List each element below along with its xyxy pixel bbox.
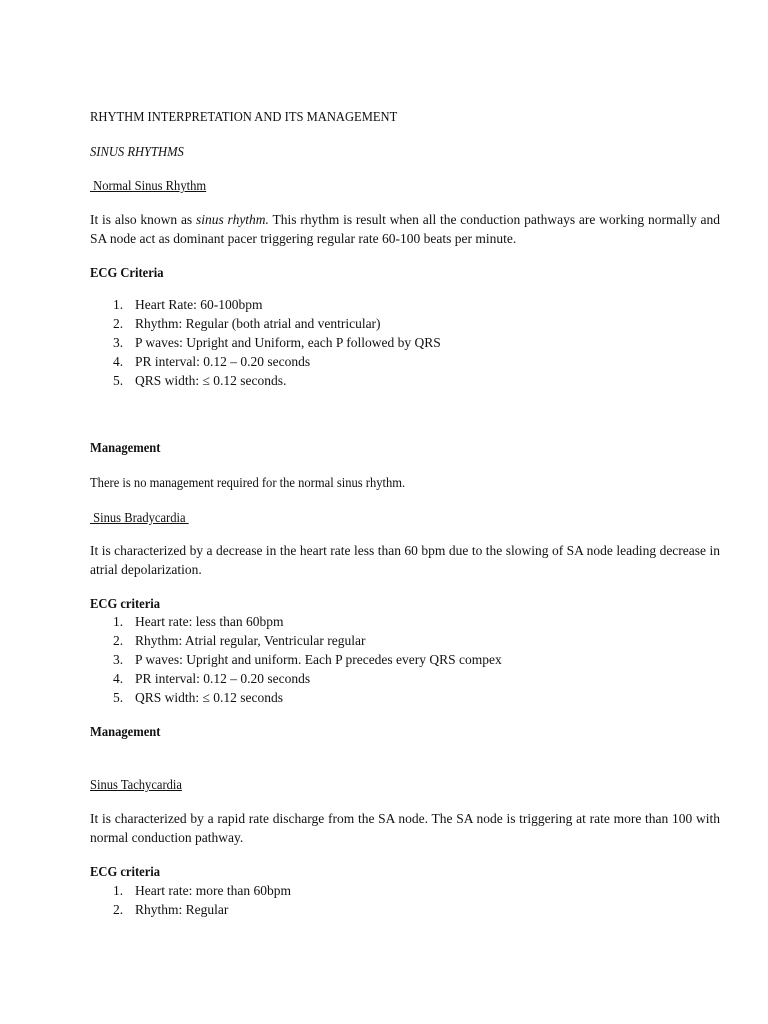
paragraph-italic-term: sinus rhythm. xyxy=(196,212,269,227)
list-item-number: 2. xyxy=(113,902,124,917)
list-item-text: Heart rate: less than 60bpm xyxy=(135,614,284,629)
list-item xyxy=(90,688,502,707)
list-item-text: Rhythm: Regular xyxy=(135,902,229,917)
list-item-text: P waves: Upright and Uniform, each P followed by QRS xyxy=(135,335,441,350)
list-item-text: Rhythm: Atrial regular, Ventricular regular xyxy=(135,633,366,648)
heading-normal-sinus-rhythm: Normal Sinus Rhythm xyxy=(90,178,207,193)
heading-ecg-criteria-nsr: ECG Criteria xyxy=(90,265,164,280)
paragraph-sinus-bradycardia: It is characterized by a decrease in the heart rate less than 60 bpm due to the slowing of SA node leading decrease in atrial depolarization. xyxy=(90,543,720,577)
section-heading-sinus-rhythms: SINUS RHYTHMS xyxy=(90,144,184,159)
list-item xyxy=(90,371,441,390)
list-ecg-criteria-tachycardia xyxy=(90,881,291,919)
heading-ecg-criteria-tachycardia: ECG criteria xyxy=(90,864,161,879)
list-item xyxy=(90,650,502,669)
list-item-number: 2. xyxy=(113,316,124,331)
heading-ecg-criteria-bradycardia: ECG criteria xyxy=(90,596,161,611)
list-item-number: 5. xyxy=(113,690,124,705)
list-item-number: 1. xyxy=(113,883,124,898)
list-item-number: 5. xyxy=(113,373,124,388)
list-item-number: 3. xyxy=(113,652,124,667)
list-item-text: P waves: Upright and uniform. Each P precedes every QRS compex xyxy=(135,652,502,667)
paragraph-sinus-tachycardia: It is characterized by a rapid rate discharge from the SA node. The SA node is triggering at rate more than 100 with normal conduction pathway. xyxy=(90,811,720,845)
list-item xyxy=(90,631,502,650)
list-item-number: 3. xyxy=(113,335,124,350)
list-item-number: 4. xyxy=(113,354,124,369)
list-item xyxy=(90,333,441,352)
heading-management-nsr: Management xyxy=(90,440,161,455)
list-item-text: PR interval: 0.12 – 0.20 seconds xyxy=(135,354,311,369)
list-item-number: 2. xyxy=(113,633,124,648)
document-title: RHYTHM INTERPRETATION AND ITS MANAGEMENT xyxy=(90,109,398,124)
list-item xyxy=(90,295,441,314)
heading-sinus-tachycardia: Sinus Tachycardia xyxy=(90,777,182,792)
list-item xyxy=(90,314,441,333)
list-item-text: QRS width: ≤ 0.12 seconds. xyxy=(135,373,287,388)
list-item-number: 4. xyxy=(113,671,124,686)
list-ecg-criteria-nsr xyxy=(90,295,441,390)
list-item-text: Heart Rate: 60-100bpm xyxy=(135,297,263,312)
list-ecg-criteria-bradycardia xyxy=(90,612,502,707)
list-item-number: 1. xyxy=(113,614,124,629)
list-item xyxy=(90,352,441,371)
list-item-text: Heart rate: more than 60bpm xyxy=(135,883,291,898)
text-management-nsr: There is no management required for the normal sinus rhythm. xyxy=(90,475,406,490)
list-item xyxy=(90,612,502,631)
heading-management-bradycardia: Management xyxy=(90,724,161,739)
list-item-text: QRS width: ≤ 0.12 seconds xyxy=(135,690,284,705)
paragraph-text-start: It is also known as xyxy=(90,212,196,227)
list-item xyxy=(90,900,291,919)
list-item-text: Rhythm: Regular (both atrial and ventricular) xyxy=(135,316,381,331)
paragraph-text-end: This rhythm is result when all the conduction pathways are working normally and SA node act as dominant pacer triggering regular rate 60-100 beats per minute. xyxy=(90,212,720,246)
heading-sinus-bradycardia: Sinus Bradycardia xyxy=(90,510,189,525)
list-item xyxy=(90,669,502,688)
paragraph-normal-sinus-rhythm xyxy=(90,210,720,248)
list-item-text: PR interval: 0.12 – 0.20 seconds xyxy=(135,671,311,686)
list-item-number: 1. xyxy=(113,297,124,312)
list-item xyxy=(90,881,291,900)
